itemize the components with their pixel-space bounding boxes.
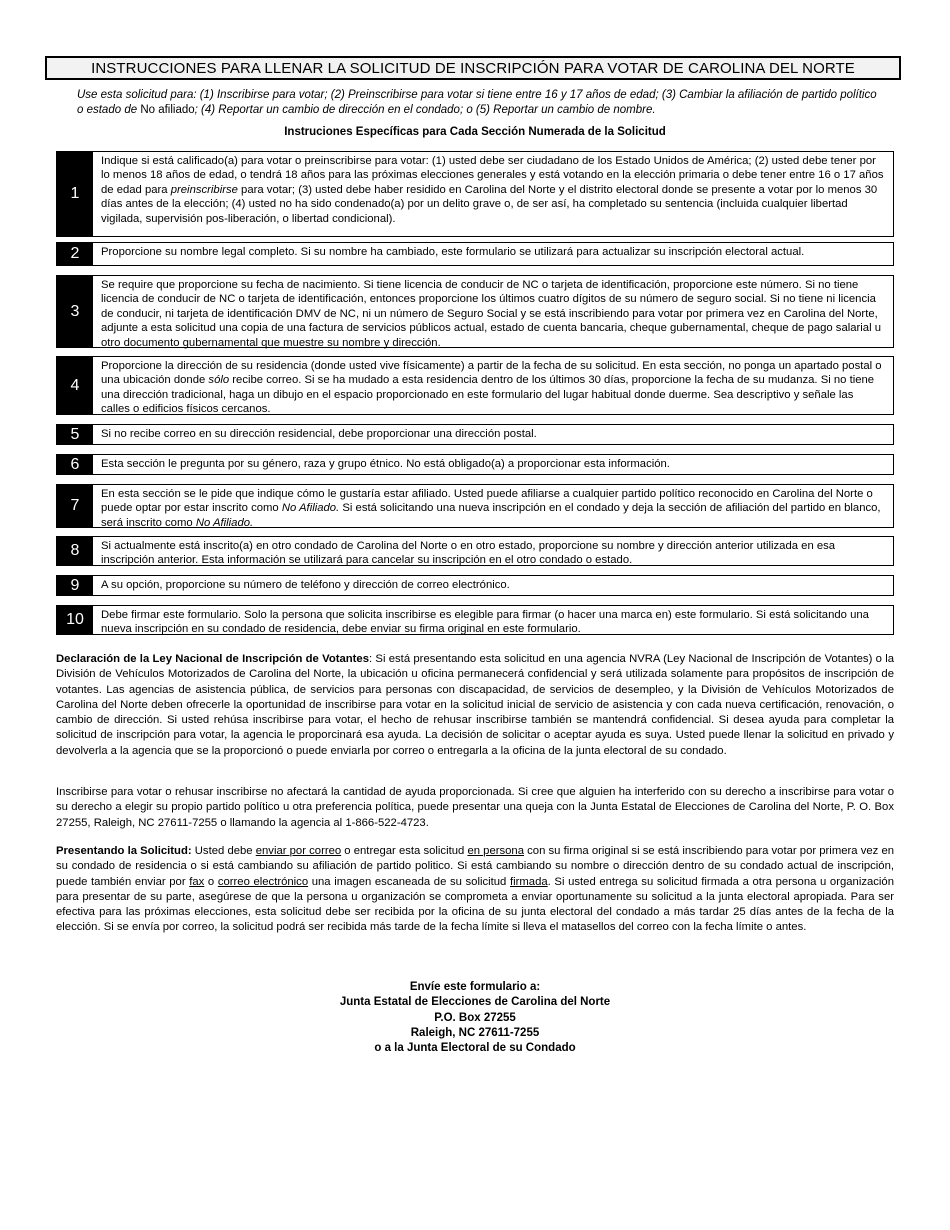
section-number: 4	[57, 357, 93, 414]
section-text: Debe firmar este formulario. Solo la persona que solicita inscribirse es elegible para firmar (o hacer una marca en) este formulario. Si está solicitando una nueva inscripción en su condado de residencia, debe enviar su firma original en este formulario.	[101, 609, 869, 636]
section-instructions-heading: Instruciones Específicas para Cada Sección Numerada de la Solicitud	[284, 126, 666, 138]
submitting-label: Presentando la Solicitud:	[56, 845, 192, 857]
footer-line-pobox: P.O. Box 27255	[434, 1011, 516, 1024]
section-8	[56, 536, 894, 566]
intro-paragraph	[77, 88, 877, 118]
section-text: A su opción, proporcione su número de teléfono y dirección de correo electrónico.	[101, 579, 510, 591]
section-number: 6	[57, 455, 93, 474]
intro-part2: ; (4) Reportar un cambio de dirección en el condado; o (5) Reportar un cambio de nombre.	[194, 104, 656, 116]
complaint-paragraph: Inscribirse para votar o rehusar inscribirse no afectará la cantidad de ayuda proporcionada. Si cree que alguien ha interferido con su derecho a inscribirse para votar o su derecho a elegir su propio partido político u otra preferencia política, puede presentar una queja con la Junta Estatal de Elecciones de Carolina del Norte, P. O. Box 27255, Raleigh, NC 27611-7255 o llamando la agencia al 1-866-522-4723.	[56, 786, 894, 829]
nvra-text: : Si está presentando esta solicitud en una agencia NVRA (Ley Nacional de Inscripción de Votantes) o la División de Vehículos Motorizados de Carolina del Norte, la ubicación u oficina permanecerá confidencial y será utilizada solamente para propósitos de inscripción de votantes. Las agencias de asistencia pública, de servicios para personas con discapacidad, de servicios de desempleo, y la División de Vehículos Motorizados de Carolina del Norte deben ofrecerle la oportunidad de inscribirse para votar en la solicitud inicial de servicio de asistencia y con cada nueva certificación, renovación, o cambio de dirección. Si usted rehúsa inscribirse para votar, el hecho de rehusar inscribirse también se mantendrá confidencial. Si desea ayuda para completar la solicitud de inscripción para votar, la agencia le proporcinará esa ayuda. La decisión de solicitar o aceptar ayuda es suya. Usted puede llenar la solicitud en privado y devolverla a la agencia que se la proporcionó o puede enviarla por correo o entregarla a la oficina de la junta electoral de su condado.	[56, 653, 894, 757]
page-title	[45, 56, 901, 80]
section-text: Se require que proporcione su fecha de nacimiento. Si tiene licencia de conducir de NC o tarjeta de identificación, proporcione este número. Si no tiene licencia de conducir de NC o tarjeta de identificación, entonces proporcione los últimos cuatro dígitos de su número de seguro social. Si no tiene ni licencia de conducir, ni tarjeta de identificación DMV de NC, ni un número de Seguro Social y se está inscribiendo para votar por primera vez en Carolina del Norte, adjunte a esta solicitud una copia de una factura de servicios públicos actual, estado de cuenta bancaria, cheque gubernamental, cheque de pago salarial u otro documento gubernamental que muestre su nombre y dirección.	[101, 279, 882, 349]
submitting-paragraph: Presentando la Solicitud: Usted debe enviar por correo o entregar esta solicitud en persona con su firma original si se está inscribiendo para votar por primera vez en su condado de residencia o si está cambiando su afiliación de partido politico. Si está cambiando su nombre o dirección dentro de su condado actual de inscripción, puede también enviar por fax o correo electrónico una imagen escaneada de su solicitud firmada. Si usted entrega su solicitud firmada a otra persona u organización para presentar de su parte, asegúrese de que la persona u organización se comprometa a enviar oportunamente su solicitud a la junta electoral apropiada. Para ser efectiva para las próximas elecciones, esta solicitud debe ser recibida por la oficina de su junta electoral del condado a más tardar 25 días antes de la fecha de la elección. Si se envía por correo, la solicitud podrá ser recibida más tarde de la fecha límite si lleva el matasellos del correo con la fecha límite o antes.	[56, 845, 895, 934]
section-6	[56, 454, 894, 475]
footer-line-county: o a la Junta Electoral de su Condado	[374, 1042, 576, 1055]
section-text: Si no recibe correo en su dirección residencial, debe proporcionar una dirección postal.	[101, 428, 537, 440]
footer-line-send: Envíe este formulario a:	[409, 981, 541, 993]
section-number: 8	[57, 537, 93, 565]
section-4	[56, 356, 894, 415]
title-text: INSTRUCCIONES PARA LLENAR LA SOLICITUD DE INSCRIPCIÓN PARA VOTAR DE CAROLINA DEL NORTE	[91, 59, 855, 77]
section-9	[56, 575, 894, 596]
section-3	[56, 275, 894, 348]
footer-line-city: Raleigh, NC 27611-7255	[410, 1026, 540, 1039]
section-2	[56, 242, 894, 266]
mailing-address-block	[0, 980, 950, 1056]
section-text: Proporcione la dirección de su residencia (donde usted vive físicamente) a partir de la fecha de su solicitud. En esta sección, no ponga un apartado postal o una ubicación donde sólo recibe correo. Si se ha mudado a esta residencia dentro de los últimos 30 días, proporcione la fecha de su mudanza. Si no tiene una dirección tradicional, haga un dibujo en el espacio proporcionado en este formulario del lugar habitual donde duerme. Sea descriptivo y señale las calles o edificios físicos cercanos.	[101, 360, 882, 416]
section-number: 5	[57, 425, 93, 444]
footer-line-board: Junta Estatal de Elecciones de Carolina del Norte	[339, 996, 611, 1009]
section-text: Si actualmente está inscrito(a) en otro condado de Carolina del Norte o en otro estado, proporcione su nombre y dirección anterior utilizada en esa inscripción anterior. Esta información se utilizará para cancelar su inscripción en el otro condado o estado.	[101, 540, 836, 567]
section-text: Proporcione su nombre legal completo. Si su nombre ha cambiado, este formulario se utilizará para actualizar su inscripción electoral actual.	[101, 246, 805, 258]
intro-no-afiliado: No afiliado	[140, 104, 195, 116]
section-number: 7	[57, 485, 93, 527]
section-1	[56, 151, 894, 237]
nvra-declaration	[56, 652, 894, 759]
section-number: 2	[57, 243, 93, 265]
section-number: 9	[57, 576, 93, 595]
section-7	[56, 484, 894, 528]
section-number: 1	[57, 152, 93, 236]
section-5	[56, 424, 894, 445]
section-text: Esta sección le pregunta por su género, raza y grupo étnico. No está obligado(a) a proporcionar esta información.	[101, 458, 670, 470]
section-text: Indique si está calificado(a) para votar o preinscribirse para votar: (1) usted debe ser ciudadano de los Estado Unidos de América; (2) usted debe tener por lo menos 18 años de edad, o tendrá 18 años para las próximas elecciones generales y está votando en la elección primaria o debe tener entre 16 o 17 años de edad para preinscribirse para votar; (3) usted debe haber residido en Carolina del Norte y el distrito electoral donde se presente a votar por lo menos 30 días antes de la elección; (4) usted no ha sido condenado(a) por un delito grave o, de ser así, ha completado su sentencia (incluida cualquier libertad vigilada, supervisión pos-liberación, o libertad condicional).	[101, 155, 884, 225]
section-number: 3	[57, 276, 93, 347]
section-text: En esta sección se le pide que indique cómo le gustaría estar afiliado. Usted puede afiliarse a cualquier partido político reconocido en Carolina del Norte o puede optar por estar inscrito como No Afiliado. Si está solicitando una nueva inscripción en el condado y deja la sección de afiliación del partido en blanco, será inscrito como No Afiliado.	[101, 488, 881, 529]
nvra-label: Declaración de la Ley Nacional de Inscripción de Votantes	[56, 653, 369, 665]
intro-part1: Use esta solicitud para: (1) Inscribirse para votar; (2) Preinscribirse para votar si tiene entre 16 y 17 años de edad; (3) Cambiar la afiliación de partido político o estado de	[77, 89, 877, 116]
section-10	[56, 605, 894, 635]
section-number: 10	[57, 606, 93, 634]
